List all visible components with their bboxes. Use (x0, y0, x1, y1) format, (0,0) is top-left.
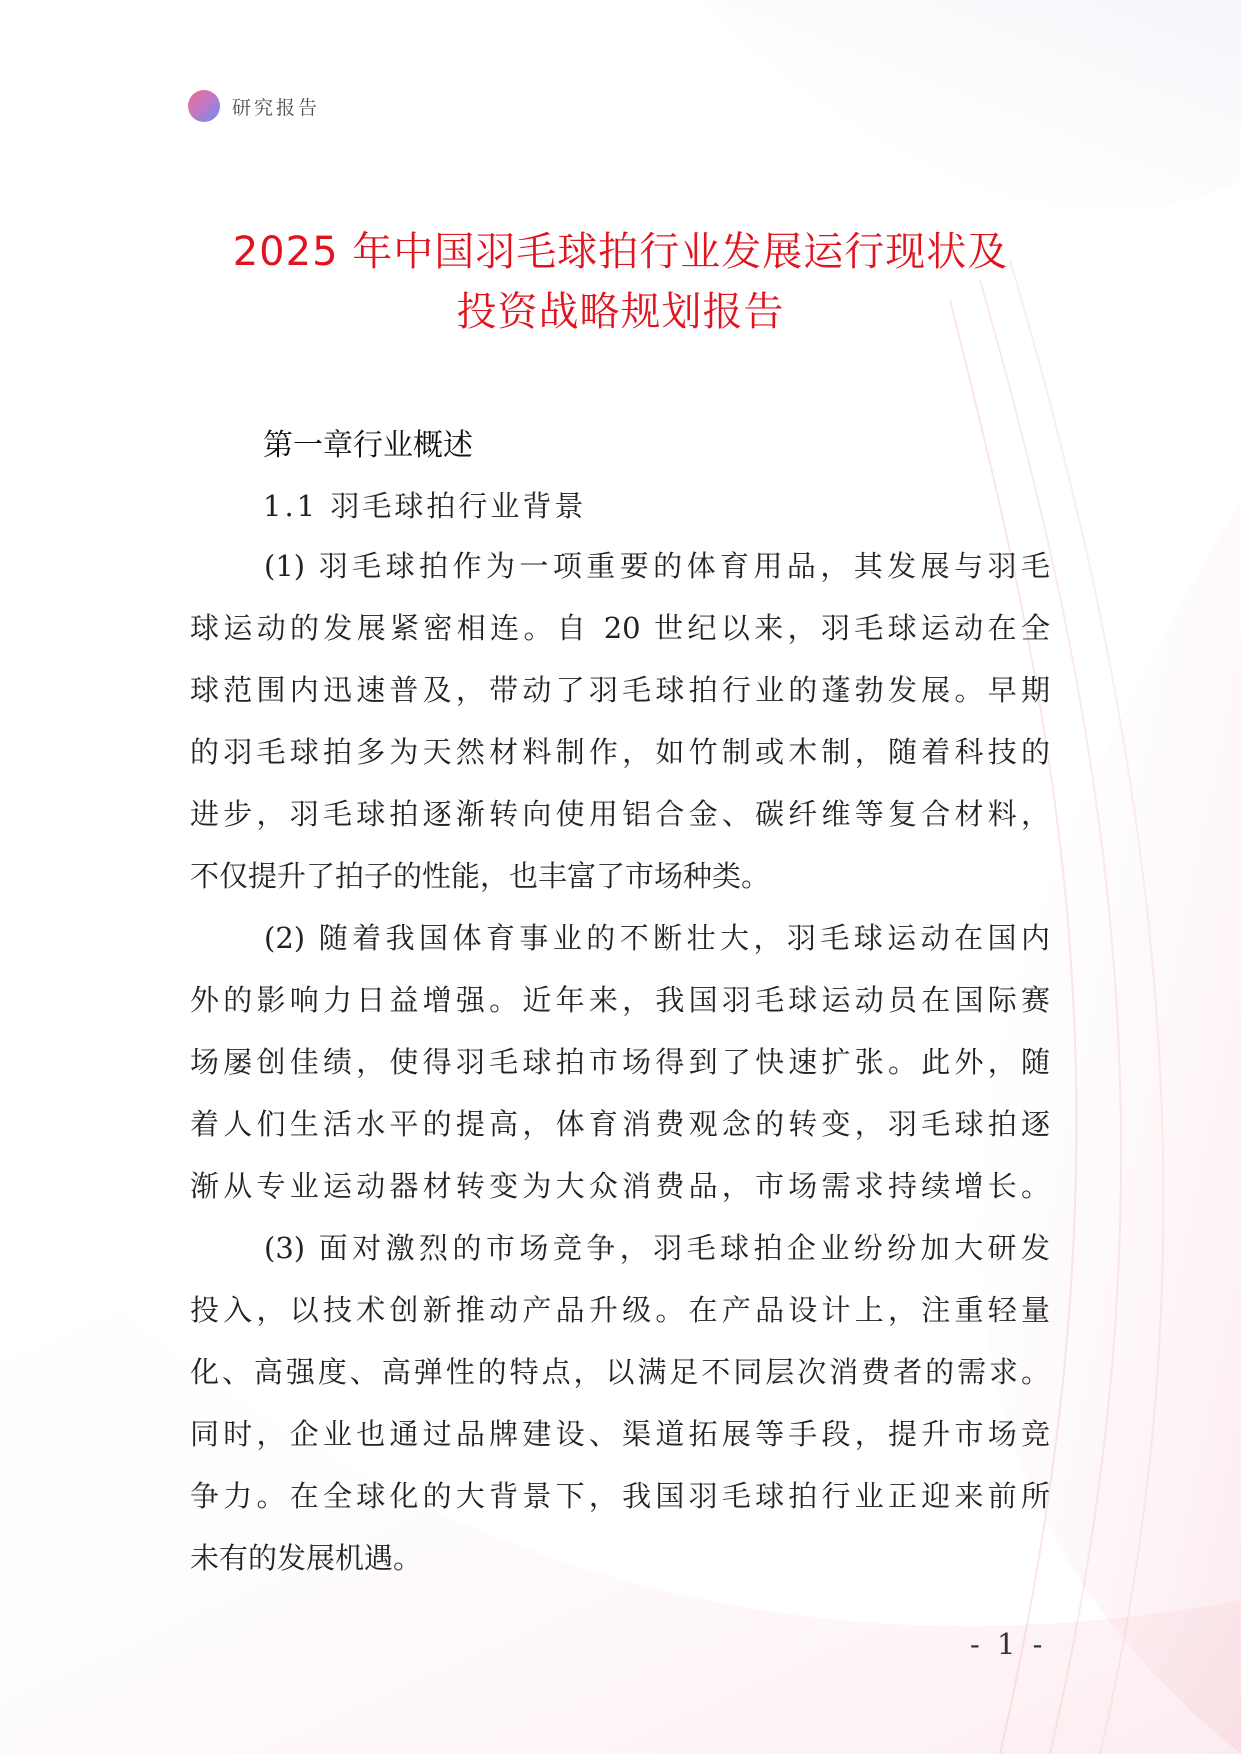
text-line: 同时，企业也通过品牌建设、渠道拓展等手段，提升市场竞 (190, 1417, 1050, 1451)
section-heading: 1.1 羽毛球拍行业背景 (263, 489, 587, 523)
header-label: 研究报告 (232, 96, 321, 119)
text-line: 球运动的发展紧密相连。自 20 世纪以来，羽毛球运动在全 (190, 611, 1050, 645)
paragraph-1 (190, 535, 1050, 907)
text-line: (2) 随着我国体育事业的不断壮大，羽毛球运动在国内 (264, 921, 1050, 955)
text-line: (3) 面对激烈的市场竞争，羽毛球拍企业纷纷加大研发 (264, 1231, 1050, 1265)
text-line: 争力。在全球化的大背景下，我国羽毛球拍行业正迎来前所 (190, 1479, 1050, 1513)
body-text (190, 535, 1050, 1589)
page-number: - 1 - (970, 1627, 1047, 1661)
report-title (100, 222, 1141, 342)
text-line: (1) 羽毛球拍作为一项重要的体育用品，其发展与羽毛 (264, 549, 1050, 583)
logo-circle-icon (188, 90, 220, 122)
text-line: 着人们生活水平的提高，体育消费观念的转变，羽毛球拍逐 (190, 1107, 1050, 1141)
text-line: 投入，以技术创新推动产品升级。在产品设计上，注重轻量 (190, 1293, 1050, 1327)
text-line: 场屡创佳绩，使得羽毛球拍市场得到了快速扩张。此外，随 (190, 1045, 1050, 1079)
text-line: 渐从专业运动器材转变为大众消费品，市场需求持续增长。 (190, 1169, 1050, 1203)
text-line: 的羽毛球拍多为天然材料制作，如竹制或木制，随着科技的 (190, 735, 1050, 769)
text-line: 不仅提升了拍子的性能，也丰富了市场种类。 (190, 859, 771, 893)
text-line: 未有的发展机遇。 (190, 1541, 423, 1575)
chapter-heading: 第一章行业概述 (263, 428, 473, 463)
text-line: 外的影响力日益增强。近年来，我国羽毛球运动员在国际赛 (190, 983, 1050, 1017)
text-line: 化、高强度、高弹性的特点，以满足不同层次消费者的需求。 (190, 1355, 1050, 1389)
title-line-1: 2025 年中国羽毛球拍行业发展运行现状及 (232, 229, 1009, 275)
paragraph-3 (190, 1217, 1050, 1589)
report-header (188, 90, 320, 122)
paragraph-2 (190, 907, 1050, 1217)
title-line-2: 投资战略规划报告 (456, 289, 785, 335)
text-line: 进步，羽毛球拍逐渐转向使用铝合金、碳纤维等复合材料， (190, 797, 1050, 831)
text-line: 球范围内迅速普及，带动了羽毛球拍行业的蓬勃发展。早期 (190, 673, 1050, 707)
